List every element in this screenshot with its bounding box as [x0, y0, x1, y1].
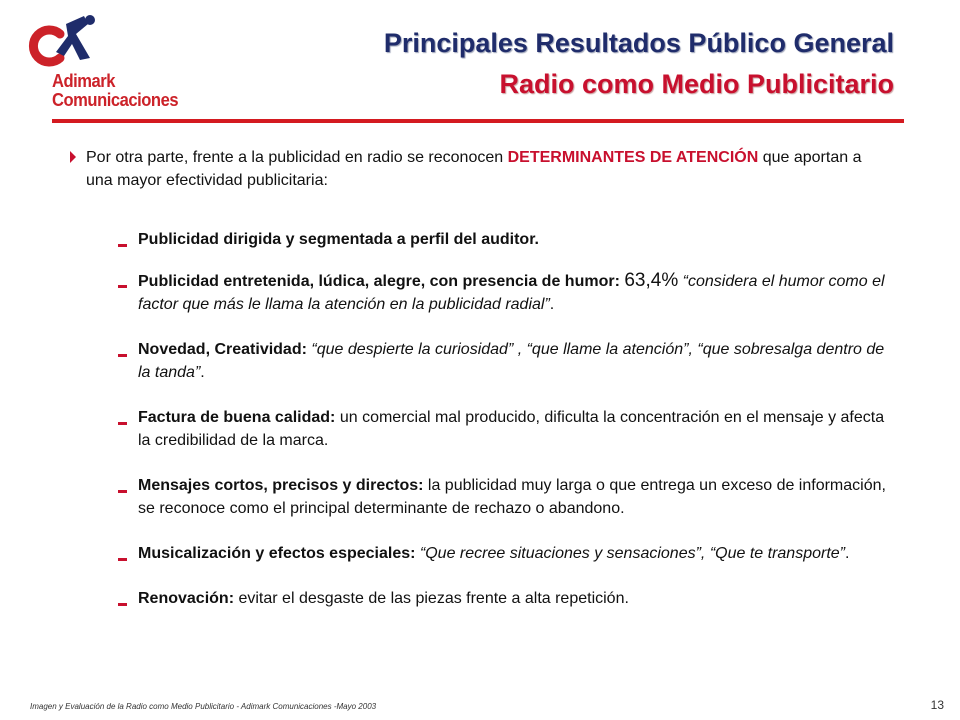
list-item	[118, 269, 898, 316]
dash-bullet-icon	[118, 285, 127, 288]
item-text: la publicidad muy larga o que entrega un exceso de información, se reconoce como el principal determinante de rechazo o abandono.	[138, 477, 886, 517]
intro-text-after: que aportan a una mayor efectividad publicitaria:	[86, 149, 862, 189]
item-text: evitar el desgaste de las piezas frente a alta repetición.	[238, 590, 629, 607]
adimark-logo-mark-icon	[26, 14, 116, 74]
item-quote: “que despierte la curiosidad” , “que llame la atención”, “que sobresalga dentro de la tanda”	[138, 341, 885, 381]
list-item	[118, 338, 898, 384]
logo-text-comunicaciones: Comunicaciones	[52, 90, 179, 110]
dash-bullet-icon	[118, 244, 127, 247]
arrow-bullet-icon	[70, 151, 76, 163]
dash-bullet-icon	[118, 490, 127, 493]
adimark-logo	[26, 14, 206, 114]
list-item	[118, 474, 898, 520]
intro-text-before: Por otra parte, frente a la publicidad en radio se reconocen	[86, 149, 508, 166]
intro-highlight: DETERMINANTES DE ATENCIÓN	[507, 149, 759, 166]
logo-text-adimark: Adimark	[52, 71, 116, 91]
dash-bullet-icon	[118, 422, 127, 425]
header-divider	[52, 119, 904, 123]
item-heading: Novedad, Creatividad:	[138, 341, 312, 358]
list-item	[118, 587, 898, 610]
list-item	[118, 542, 898, 565]
list-item	[118, 228, 898, 251]
dash-bullet-icon	[118, 558, 127, 561]
item-tail: .	[549, 296, 555, 313]
item-quote: “Que recree situaciones y sensaciones”, “Que te transporte”	[419, 545, 845, 562]
item-tail: .	[200, 364, 205, 381]
item-heading: Publicidad dirigida y segmentada a perfil del auditor.	[138, 231, 539, 248]
item-heading: Musicalización y efectos especiales:	[138, 545, 420, 562]
item-heading: Renovación:	[138, 590, 239, 607]
page-number: 13	[930, 698, 944, 712]
list-item	[118, 406, 898, 452]
intro-paragraph	[70, 146, 890, 192]
page-subtitle: Radio como Medio Publicitario	[499, 69, 894, 99]
item-stat: 63,4%	[624, 270, 679, 291]
item-quote: “considera el humor como el factor que más le llama la atención en la publicidad radial”	[138, 273, 885, 313]
page-title: Principales Resultados Público General	[383, 28, 894, 58]
item-heading: Factura de buena calidad:	[138, 409, 340, 426]
item-tail: .	[845, 545, 850, 562]
item-heading: Mensajes cortos, precisos y directos:	[138, 477, 428, 494]
dash-bullet-icon	[118, 354, 127, 357]
footer-source: Imagen y Evaluación de la Radio como Medio Publicitario - Adimark Comunicaciones -Mayo 2003	[30, 702, 377, 711]
determinants-list	[118, 228, 898, 610]
item-heading: Publicidad entretenida, lúdica, alegre, con presencia de humor:	[138, 273, 625, 290]
item-text: un comercial mal producido, dificulta la concentración en el mensaje y afecta la credibilidad de la marca.	[138, 409, 885, 449]
dash-bullet-icon	[118, 603, 127, 606]
